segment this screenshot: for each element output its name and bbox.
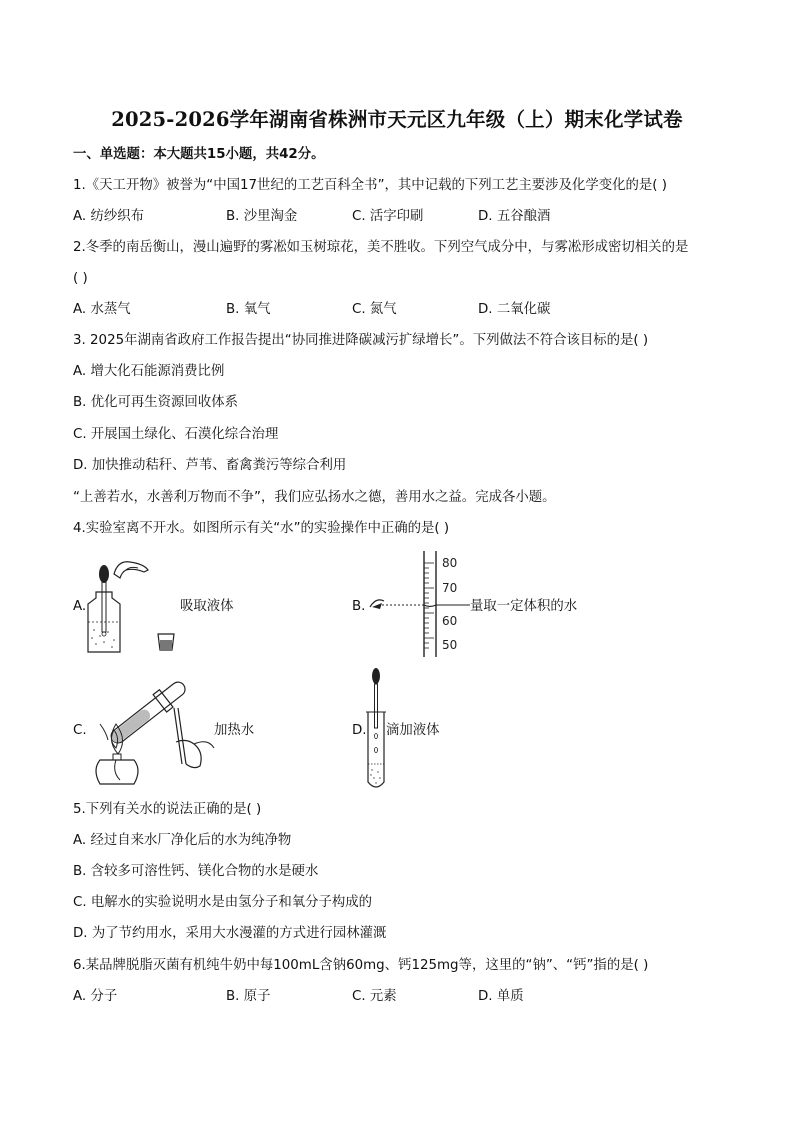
q6-option-c: C. 元素 — [352, 989, 397, 1004]
cylinder-tick-60: 60 — [442, 614, 458, 628]
cylinder-tick-50: 50 — [442, 638, 458, 652]
q1-option-b: B. 沙里淘金 — [226, 209, 298, 224]
q4-option-b-letter: B. — [352, 599, 366, 614]
q2-option-a: A. 水蒸气 — [73, 302, 131, 317]
q1-option-d: D. 五谷酿酒 — [478, 209, 551, 224]
dropper-bottle-figure — [86, 552, 186, 658]
q3-option-d: D. 加快推动秸秆、芦苇、畜禽粪污等综合利用 — [73, 458, 347, 473]
q4-option-b-caption: 量取一定体积的水 — [470, 599, 578, 614]
q6-option-b: B. 原子 — [226, 989, 271, 1004]
q5-option-b: B. 含较多可溶性钙、镁化合物的水是硬水 — [73, 864, 319, 879]
q4-option-a-letter: A. — [73, 599, 87, 614]
graduated-cylinder-figure — [366, 549, 476, 659]
q4-option-c-letter: C. — [73, 723, 87, 738]
q1-option-c: C. 活字印刷 — [352, 209, 424, 224]
q3-option-c: C. 开展国土绿化、石漠化综合治理 — [73, 427, 279, 442]
q3-option-b: B. 优化可再生资源回收体系 — [73, 395, 238, 410]
cylinder-tick-70: 70 — [442, 581, 458, 595]
q6-option-d: D. 单质 — [478, 989, 524, 1004]
q1-option-a: A. 纺纱织布 — [73, 209, 144, 224]
q4-option-d-letter: D. — [352, 723, 367, 738]
question-2-stem: 2.冬季的南岳衡山，漫山遍野的雾凇如玉树琼花，美不胜收。下列空气成分中，与雾凇形成密切相关的是 — [73, 240, 689, 255]
question-2-stem-cont: ( ) — [73, 271, 88, 286]
question-1-stem: 1.《天工开物》被誉为“中国17世纪的工艺百科全书”，其中记载的下列工艺主要涉及化学变化的是( ) — [73, 178, 668, 193]
q5-option-c: C. 电解水的实验说明水是由氢分子和氧分子构成的 — [73, 895, 373, 910]
q4-option-a-caption: 吸取液体 — [180, 599, 234, 614]
q3-option-a: A. 增大化石能源消费比例 — [73, 364, 225, 379]
q2-option-d: D. 二氧化碳 — [478, 302, 551, 317]
q4-option-c-caption: 加热水 — [214, 723, 255, 738]
q5-option-d: D. 为了节约用水，采用大水漫灌的方式进行园林灌溉 — [73, 926, 387, 941]
context-intro: “上善若水，水善利万物而不争”，我们应弘扬水之德，善用水之益。完成各小题。 — [73, 490, 556, 505]
q2-option-c: C. 氮气 — [352, 302, 397, 317]
question-6-stem: 6.某品牌脱脂灭菌有机纯牛奶中每100mL含钠60mg、钙125mg等，这里的“钠”、“钙”指的是( ) — [73, 958, 649, 973]
q5-option-a: A. 经过自来水厂净化后的水为纯净物 — [73, 833, 292, 848]
page-title: 2025-2026学年湖南省株洲市天元区九年级（上）期末化学试卷 — [111, 108, 683, 131]
q2-option-b: B. 氧气 — [226, 302, 271, 317]
cylinder-tick-80: 80 — [442, 556, 458, 570]
question-4-stem: 4.实验室离不开水。如图所示有关“水”的实验操作中正确的是( ) — [73, 521, 450, 536]
question-3-stem: 3. 2025年湖南省政府工作报告提出“协同推进降碳减污扩绿增长”。下列做法不符合该目标的是( ) — [73, 333, 649, 348]
question-5-stem: 5.下列有关水的说法正确的是( ) — [73, 802, 262, 817]
q6-option-a: A. 分子 — [73, 989, 118, 1004]
section-heading: 一、单选题：本大题共15小题，共42分。 — [73, 147, 325, 162]
heating-test-tube-figure — [86, 668, 216, 790]
q4-option-d-caption: 滴加液体 — [386, 723, 440, 738]
